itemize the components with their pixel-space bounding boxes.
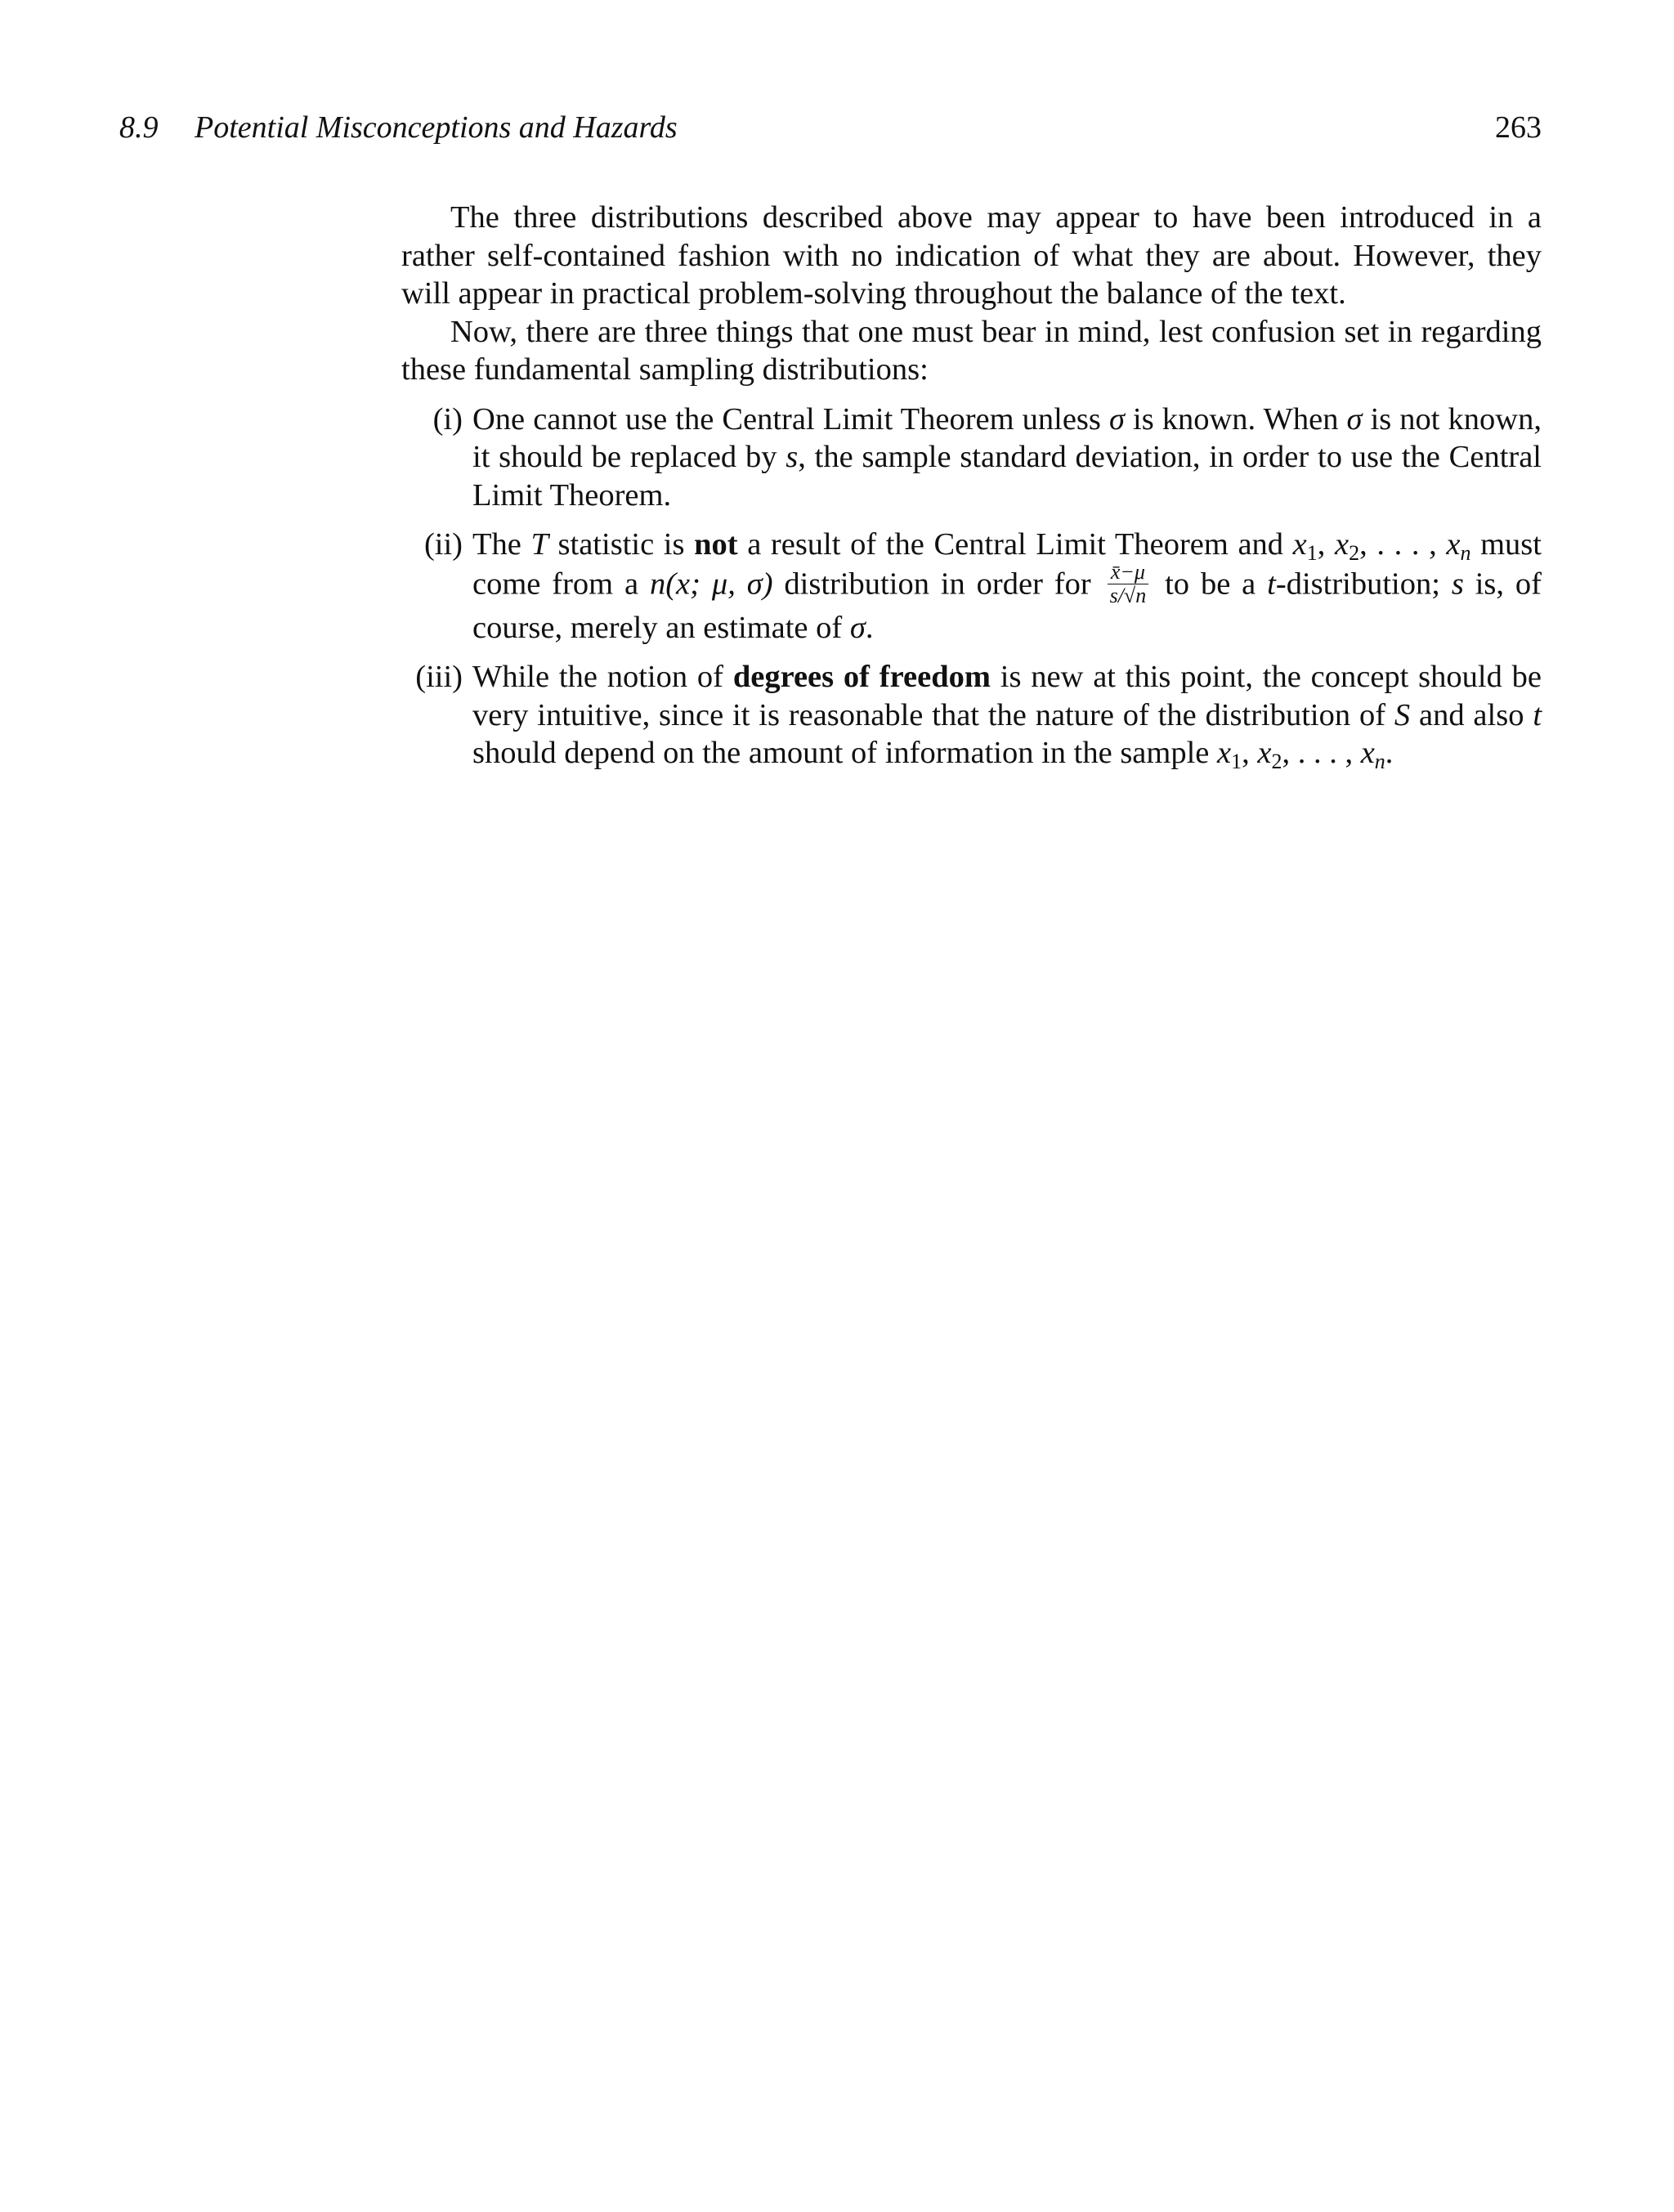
list-item-label: (iii) bbox=[415, 660, 463, 694]
running-header bbox=[119, 110, 1542, 155]
page-number: 263 bbox=[1495, 110, 1542, 145]
list-item-label: (i) bbox=[432, 401, 463, 437]
paragraph-intro: The three distributions described above may appear to have been introduced in a rather self-contained fashion with no indication of what they are about. However, they will appear in practical problem-solving throughout the balance of the text. bbox=[401, 200, 1542, 311]
list-item-i: (i) One cannot use the Central Limit Theorem unless σ is known. When σ is not known, it should be replaced by s, the sample standard deviation, in order to use the Central Limit Theorem. bbox=[401, 401, 1542, 515]
body-text bbox=[401, 199, 1542, 784]
list-item-ii: (ii) The T statistic is not a result of the Central Limit Theorem and $x_1$, $x_2$, . . . , $x_n$ must come from a n(x; μ, σ) distribution in order for $\frac{x̄-\mu}{s/√n}$ to be a t-distribution; s is, of course, merely an estimate of σ. bbox=[401, 526, 1542, 647]
paragraph-lead-in: Now, there are three things that one must bear in mind, lest confusion set in regarding these fundamental sampling distributions: bbox=[401, 314, 1542, 387]
section-title: Potential Misconceptions and Hazards bbox=[195, 110, 678, 145]
list-item-iii: (iii) While the notion of degrees of freedom is new at this point, the concept should be very intuitive, since it is reasonable that the nature of the distribution of S and also t should depend on the amount of information in the sample $x_1$, $x_2$, . . . , $x_n$. bbox=[401, 658, 1542, 772]
section-number: 8.9 bbox=[119, 110, 159, 145]
emphasis-not: not bbox=[694, 527, 738, 562]
fraction-denominator: s/√n bbox=[1109, 583, 1147, 607]
emphasis-degrees-of-freedom: degrees of freedom bbox=[732, 660, 991, 694]
misconceptions-list bbox=[401, 401, 1542, 772]
fraction-numerator: x̄−μ bbox=[1108, 562, 1149, 584]
list-item-label: (ii) bbox=[423, 527, 463, 562]
t-statistic-fraction bbox=[1108, 559, 1149, 607]
